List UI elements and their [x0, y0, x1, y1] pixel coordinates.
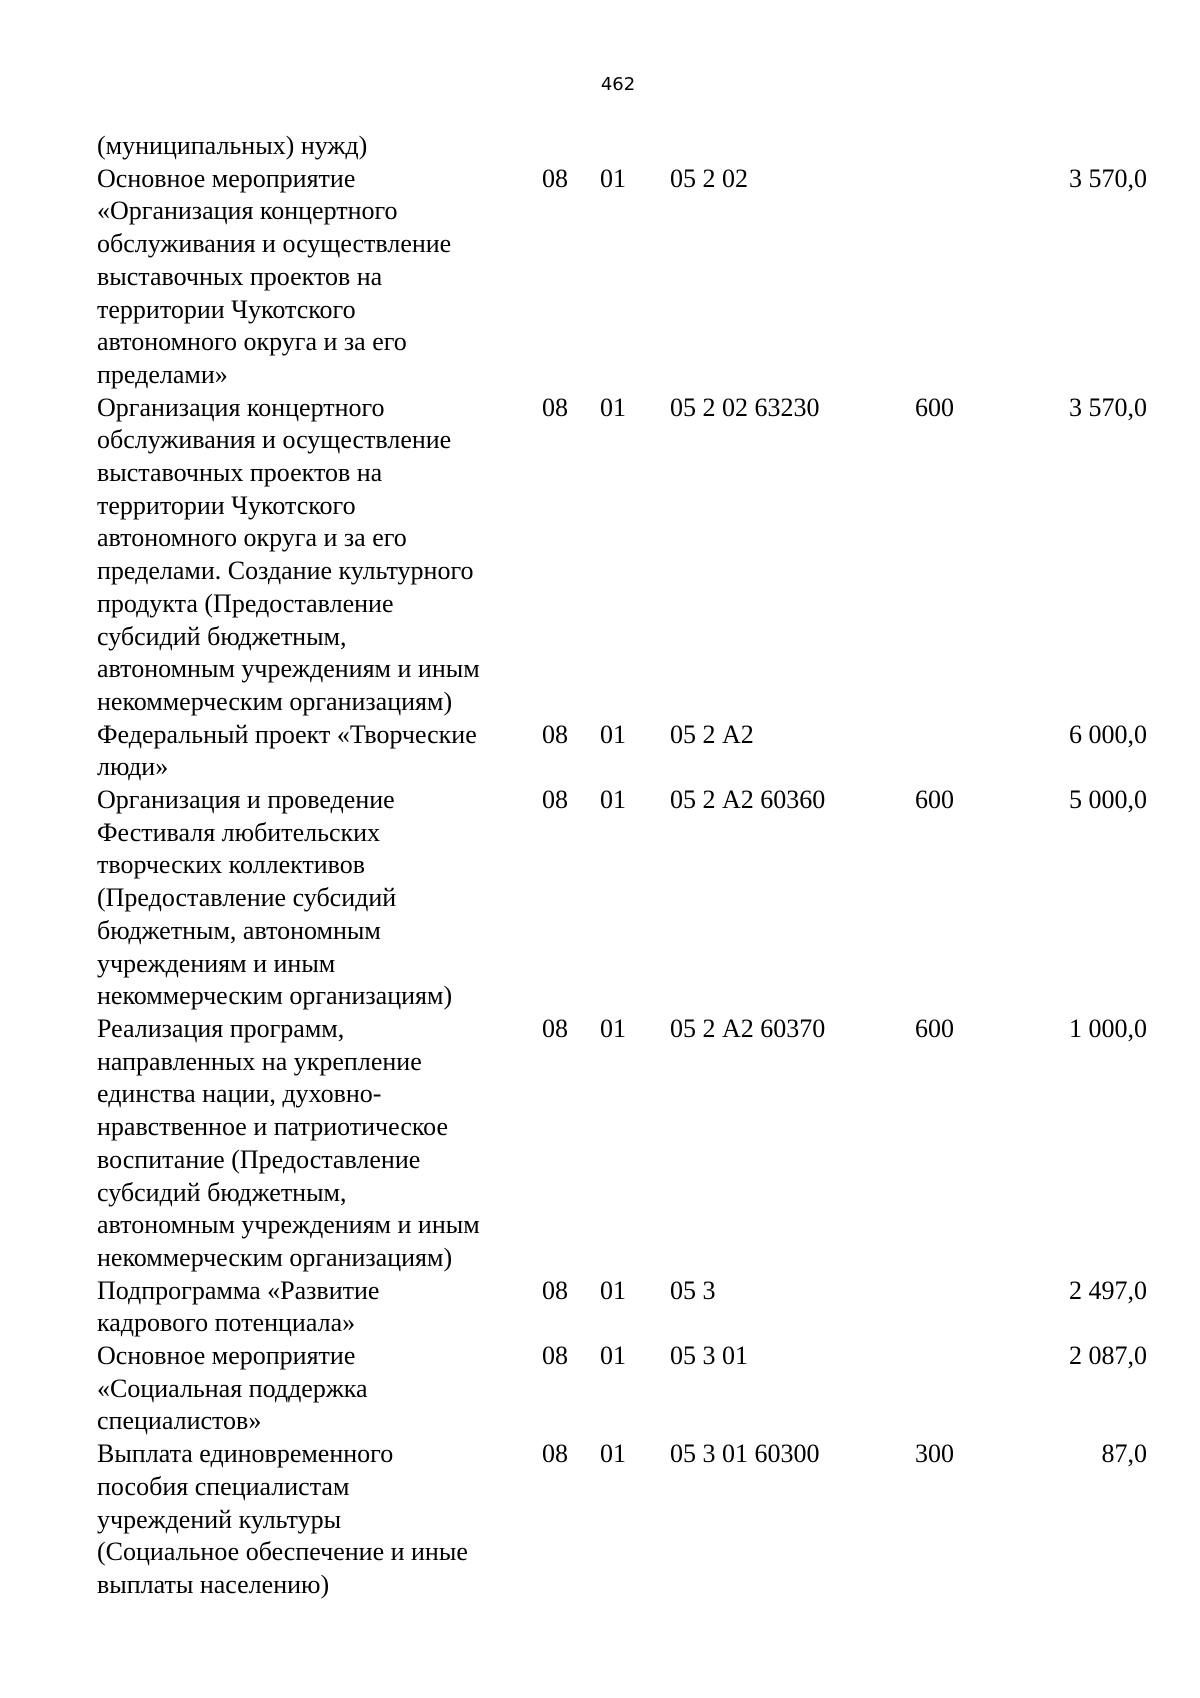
row-name-line: пределами»: [97, 359, 228, 389]
row-name-line: субсидий бюджетным,: [97, 1177, 347, 1207]
table-row: [97, 719, 1147, 784]
row-name-line: автономного округа и за его: [97, 523, 407, 553]
row-name-line: выставочных проектов на: [97, 458, 383, 488]
table-row: [97, 163, 1147, 392]
row-name-line: «Социальная поддержка: [97, 1373, 368, 1403]
row-name-line: Выплата единовременного: [97, 1439, 394, 1469]
row-name-line: Реализация программ,: [97, 1013, 345, 1043]
section-code: 08: [542, 1275, 568, 1305]
row-name-line: субсидий бюджетным,: [97, 621, 347, 651]
row-name-line: Федеральный проект «Творческие: [97, 719, 477, 749]
row-name-line: обслуживания и осуществление: [97, 229, 452, 259]
row-name-line: некоммерческим организациям): [97, 686, 453, 716]
subsection-code: 01: [600, 1341, 626, 1371]
table-row: [97, 1275, 1147, 1340]
target-article-code: 05 3 01 60300: [670, 1439, 820, 1469]
section-code: 08: [542, 163, 568, 193]
expense-type-code: 600: [915, 392, 954, 422]
row-name-line: творческих коллективов: [97, 850, 366, 880]
subsection-code: 01: [600, 163, 626, 193]
row-name-line: некоммерческим организациям): [97, 981, 453, 1011]
page-number: 462: [600, 74, 636, 95]
row-name-line: автономного округа и за его: [97, 327, 407, 357]
row-name-line: территории Чукотского: [97, 490, 356, 520]
section-code: 08: [542, 785, 568, 815]
subsection-code: 01: [600, 1275, 626, 1305]
row-name-line: «Организация концертного: [97, 196, 398, 226]
row-name-line: выплаты населению): [97, 1569, 330, 1599]
table-row: [97, 1438, 1147, 1602]
section-code: 08: [542, 1439, 568, 1469]
amount-value: 3 570,0: [1069, 163, 1147, 193]
target-article-code: 05 2 А2: [670, 719, 754, 749]
row-name-line: люди»: [97, 752, 169, 782]
expense-type-code: 300: [915, 1439, 954, 1469]
subsection-code: 01: [600, 1013, 626, 1043]
row-name-line: учреждениям и иным: [97, 948, 336, 978]
section-code: 08: [542, 392, 568, 422]
table-row: [97, 784, 1147, 1013]
row-name-line: (муниципальных) нужд): [97, 131, 368, 160]
row-name: [97, 1013, 527, 1275]
target-article-code: 05 2 02 63230: [670, 392, 820, 422]
row-name-line: специалистов»: [97, 1406, 262, 1436]
row-name-line: пределами. Создание культурного: [97, 556, 474, 586]
row-name-line: Подпрограмма «Развитие: [97, 1275, 380, 1305]
row-name-line: территории Чукотского: [97, 294, 356, 324]
row-name-line: учреждений культуры: [97, 1504, 342, 1534]
row-name-line: Основное мероприятие: [97, 1341, 356, 1371]
row-name-line: единства нации, духовно-: [97, 1079, 382, 1109]
row-name-line: (Социальное обеспечение и иные: [97, 1537, 468, 1567]
subsection-code: 01: [600, 1439, 626, 1469]
table-row: [97, 130, 1147, 163]
table-row: [97, 1013, 1147, 1275]
row-name: [97, 130, 527, 163]
expense-type-code: 600: [915, 1013, 954, 1043]
row-name-line: продукта (Предоставление: [97, 588, 394, 618]
row-name: [97, 1340, 527, 1438]
row-name-line: выставочных проектов на: [97, 261, 383, 291]
subsection-code: 01: [600, 719, 626, 749]
row-name: [97, 719, 527, 784]
row-name: [97, 784, 527, 1013]
row-name-line: Организация и проведение: [97, 785, 395, 815]
amount-value: 5 000,0: [1069, 785, 1147, 815]
row-name-line: некоммерческим организациям): [97, 1242, 453, 1272]
section-code: 08: [542, 1013, 568, 1043]
row-name-line: нравственное и патриотическое: [97, 1112, 449, 1142]
row-name: [97, 1438, 527, 1602]
amount-value: 87,0: [1101, 1439, 1147, 1469]
row-name-line: направленных на укрепление: [97, 1046, 422, 1076]
row-name-line: воспитание (Предоставление: [97, 1144, 421, 1174]
row-name-line: бюджетным, автономным: [97, 915, 381, 945]
target-article-code: 05 3: [670, 1275, 716, 1305]
expense-type-code: 600: [915, 785, 954, 815]
subsection-code: 01: [600, 785, 626, 815]
row-name-line: кадрового потенциала»: [97, 1308, 356, 1338]
amount-value: 2 087,0: [1069, 1341, 1147, 1371]
amount-value: 3 570,0: [1069, 392, 1147, 422]
target-article-code: 05 2 А2 60370: [670, 1013, 826, 1043]
amount-value: 2 497,0: [1069, 1275, 1147, 1305]
row-name: [97, 392, 527, 719]
row-name-line: автономным учреждениям и иным: [97, 654, 480, 684]
row-name-line: Основное мероприятие: [97, 163, 356, 193]
row-name-line: (Предоставление субсидий: [97, 883, 397, 913]
row-name: [97, 1275, 527, 1340]
row-name-line: обслуживания и осуществление: [97, 425, 452, 455]
target-article-code: 05 3 01: [670, 1341, 748, 1371]
section-code: 08: [542, 719, 568, 749]
section-code: 08: [542, 1341, 568, 1371]
amount-value: 6 000,0: [1069, 719, 1147, 749]
table-row: [97, 392, 1147, 719]
row-name-line: автономным учреждениям и иным: [97, 1210, 480, 1240]
row-name-line: пособия специалистам: [97, 1471, 350, 1501]
table-row: [97, 1340, 1147, 1438]
budget-table: [97, 130, 1147, 1602]
target-article-code: 05 2 02: [670, 163, 748, 193]
amount-value: 1 000,0: [1069, 1013, 1147, 1043]
row-name-line: Фестиваля любительских: [97, 817, 381, 847]
subsection-code: 01: [600, 392, 626, 422]
target-article-code: 05 2 А2 60360: [670, 785, 826, 815]
row-name: [97, 163, 527, 392]
row-name-line: Организация концертного: [97, 392, 385, 422]
